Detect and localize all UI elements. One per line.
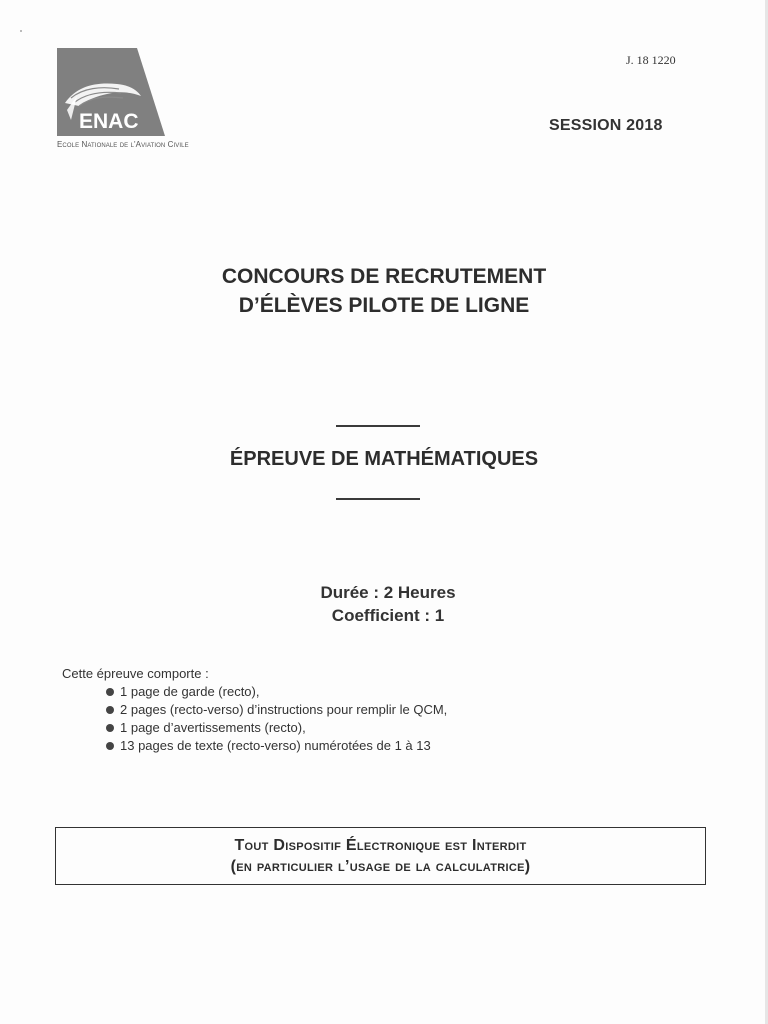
coefficient-label: Coefficient : 1 — [331, 606, 445, 625]
warning-box — [55, 827, 706, 885]
exam-title-line2: D’ÉLÈVES PILOTE DE LIGNE — [238, 294, 530, 317]
exam-title-line1: CONCOURS DE RECRUTEMENT — [221, 265, 547, 288]
exam-info — [0, 581, 768, 627]
warning-line2: (en particulier l’usage de la calculatrice) — [230, 857, 531, 875]
document-reference: J. 18 1220 — [626, 53, 676, 67]
enac-logo — [57, 48, 165, 136]
scan-speck — [20, 30, 22, 32]
list-item: 1 page d’avertissements (recto), — [106, 719, 447, 737]
duration-label: Durée : 2 Heures — [320, 583, 456, 602]
exam-title — [0, 262, 768, 320]
logo-wordmark: ENAC — [79, 110, 139, 133]
divider-top — [336, 425, 420, 427]
list-item: 13 pages de texte (recto-verso) numérotées de 1 à 13 — [106, 737, 447, 755]
composition-section — [62, 666, 447, 755]
composition-intro: Cette épreuve comporte : — [62, 666, 209, 681]
composition-list — [62, 683, 447, 755]
session-label: SESSION 2018 — [549, 117, 663, 134]
list-item: 2 pages (recto-verso) d’instructions pour remplir le QCM, — [106, 701, 447, 719]
logo-subtitle: Ecole Nationale de l'Aviation Civile — [57, 140, 189, 149]
warning-line1: Tout Dispositif Électronique est Interdit — [234, 836, 527, 854]
list-item: 1 page de garde (recto), — [106, 683, 447, 701]
subject-title: ÉPREUVE DE MATHÉMATIQUES — [229, 448, 539, 470]
divider-bottom — [336, 498, 420, 500]
